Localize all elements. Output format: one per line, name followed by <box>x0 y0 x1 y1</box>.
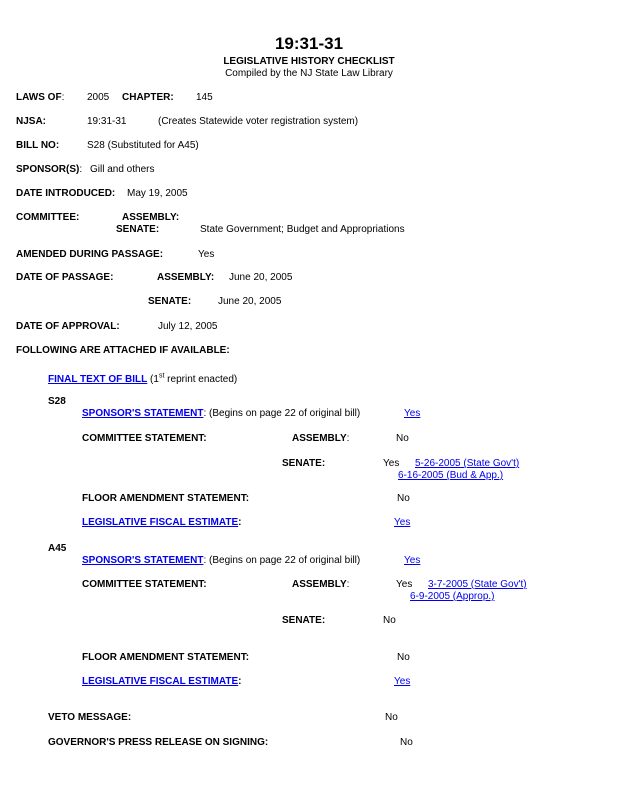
a45-floor-amendment-label: FLOOR AMENDMENT STATEMENT: <box>82 652 250 663</box>
sponsors-row <box>16 164 82 176</box>
a45-committee-assembly-row <box>292 579 349 591</box>
page-title: 19:31-31 <box>274 34 344 53</box>
a45-label: A45 <box>48 543 67 554</box>
s28-committee-statement-label: COMMITTEE STATEMENT: <box>82 433 207 444</box>
a45-committee-assembly-label: ASSEMBLY <box>292 579 347 590</box>
chapter-value: 145 <box>196 92 213 103</box>
final-text-row <box>48 374 237 386</box>
sponsors-label: SPONSOR(S) <box>16 164 80 175</box>
a45-committee-senate-label: SENATE: <box>282 615 326 626</box>
committee-senate-label: SENATE: <box>116 224 160 235</box>
a45-committee-statement-label: COMMITTEE STATEMENT: <box>82 579 207 590</box>
s28-fiscal-estimate-link[interactable]: LEGISLATIVE FISCAL ESTIMATE <box>82 517 239 528</box>
s28-sponsor-statement-note: : (Begins on page 22 of original bill) <box>203 408 361 419</box>
veto-message-value: No <box>385 712 398 723</box>
amended-value: Yes <box>198 249 215 260</box>
s28-floor-amendment-value: No <box>397 493 410 504</box>
laws-of-colon: : <box>61 92 65 103</box>
a45-fiscal-estimate-link[interactable]: LEGISLATIVE FISCAL ESTIMATE <box>82 676 239 687</box>
s28-sponsor-statement-row <box>82 408 360 420</box>
s28-sponsor-statement-link[interactable]: SPONSOR'S STATEMENT <box>82 408 204 419</box>
date-of-passage-label: DATE OF PASSAGE: <box>16 272 114 283</box>
a45-fiscal-estimate-row <box>82 676 241 688</box>
committee-assembly-label: ASSEMBLY: <box>122 212 180 223</box>
laws-of-label: LAWS OF <box>16 92 62 103</box>
page-subtitle: LEGISLATIVE HISTORY CHECKLIST <box>223 56 395 67</box>
passage-assembly-label: ASSEMBLY: <box>157 272 215 283</box>
s28-fiscal-estimate-yes-link[interactable]: Yes <box>394 517 411 528</box>
a45-assembly-link-1[interactable]: 3-7-2005 (State Gov't) <box>428 579 527 590</box>
sponsors-colon: : <box>79 164 83 175</box>
a45-sponsor-statement-yes-link[interactable]: Yes <box>404 555 421 566</box>
s28-committee-senate-label: SENATE: <box>282 458 326 469</box>
s28-committee-assembly-colon: : <box>346 433 350 444</box>
s28-committee-assembly-label: ASSEMBLY <box>292 433 347 444</box>
a45-sponsor-statement-link[interactable]: SPONSOR'S STATEMENT <box>82 555 204 566</box>
committee-label: COMMITTEE: <box>16 212 80 223</box>
a45-assembly-link-2[interactable]: 6-9-2005 (Approp.) <box>410 591 495 602</box>
s28-committee-senate-value: Yes <box>383 458 400 469</box>
a45-committee-senate-value: No <box>383 615 396 626</box>
njsa-description: (Creates Statewide voter registration system) <box>158 116 359 127</box>
s28-committee-assembly-value: No <box>396 433 409 444</box>
njsa-value: 19:31-31 <box>87 116 127 127</box>
a45-committee-assembly-value: Yes <box>396 579 413 590</box>
final-text-link[interactable]: FINAL TEXT OF BILL <box>48 374 148 385</box>
a45-committee-assembly-colon: : <box>346 579 350 590</box>
compiled-by: Compiled by the NJ State Law Library <box>225 68 393 79</box>
passage-senate-label: SENATE: <box>148 296 192 307</box>
s28-fiscal-estimate-colon: : <box>238 517 242 528</box>
attached-heading: FOLLOWING ARE ATTACHED IF AVAILABLE: <box>16 345 230 356</box>
committee-senate-value: State Government; Budget and Appropriations <box>200 224 405 235</box>
njsa-label: NJSA: <box>16 116 47 127</box>
date-introduced-value: May 19, 2005 <box>127 188 188 199</box>
bill-no-value: S28 (Substituted for A45) <box>87 140 199 151</box>
s28-committee-assembly-row <box>292 433 349 445</box>
final-text-note: (1st reprint enacted) <box>150 372 238 385</box>
passage-assembly-value: June 20, 2005 <box>229 272 293 283</box>
passage-senate-value: June 20, 2005 <box>218 296 282 307</box>
s28-floor-amendment-label: FLOOR AMENDMENT STATEMENT: <box>82 493 250 504</box>
a45-fiscal-estimate-colon: : <box>238 676 242 687</box>
sponsors-value: Gill and others <box>90 164 155 175</box>
s28-fiscal-estimate-row <box>82 517 241 529</box>
date-of-approval-label: DATE OF APPROVAL: <box>16 321 120 332</box>
laws-of-row <box>16 92 64 104</box>
date-introduced-label: DATE INTRODUCED: <box>16 188 116 199</box>
a45-sponsor-statement-row <box>82 555 360 567</box>
press-release-label: GOVERNOR'S PRESS RELEASE ON SIGNING: <box>48 737 269 748</box>
s28-label: S28 <box>48 396 66 407</box>
laws-of-year: 2005 <box>87 92 110 103</box>
s28-sponsor-statement-yes-link[interactable]: Yes <box>404 408 421 419</box>
s28-senate-link-2[interactable]: 6-16-2005 (Bud & App.) <box>398 470 504 481</box>
amended-label: AMENDED DURING PASSAGE: <box>16 249 164 260</box>
date-of-approval-value: July 12, 2005 <box>158 321 218 332</box>
a45-fiscal-estimate-yes-link[interactable]: Yes <box>394 676 411 687</box>
a45-sponsor-statement-note: : (Begins on page 22 of original bill) <box>203 555 361 566</box>
bill-no-label: BILL NO: <box>16 140 60 151</box>
a45-floor-amendment-value: No <box>397 652 410 663</box>
chapter-label: CHAPTER: <box>122 92 174 103</box>
press-release-value: No <box>400 737 413 748</box>
veto-message-label: VETO MESSAGE: <box>48 712 132 723</box>
s28-senate-link-1[interactable]: 5-26-2005 (State Gov't) <box>415 458 520 469</box>
